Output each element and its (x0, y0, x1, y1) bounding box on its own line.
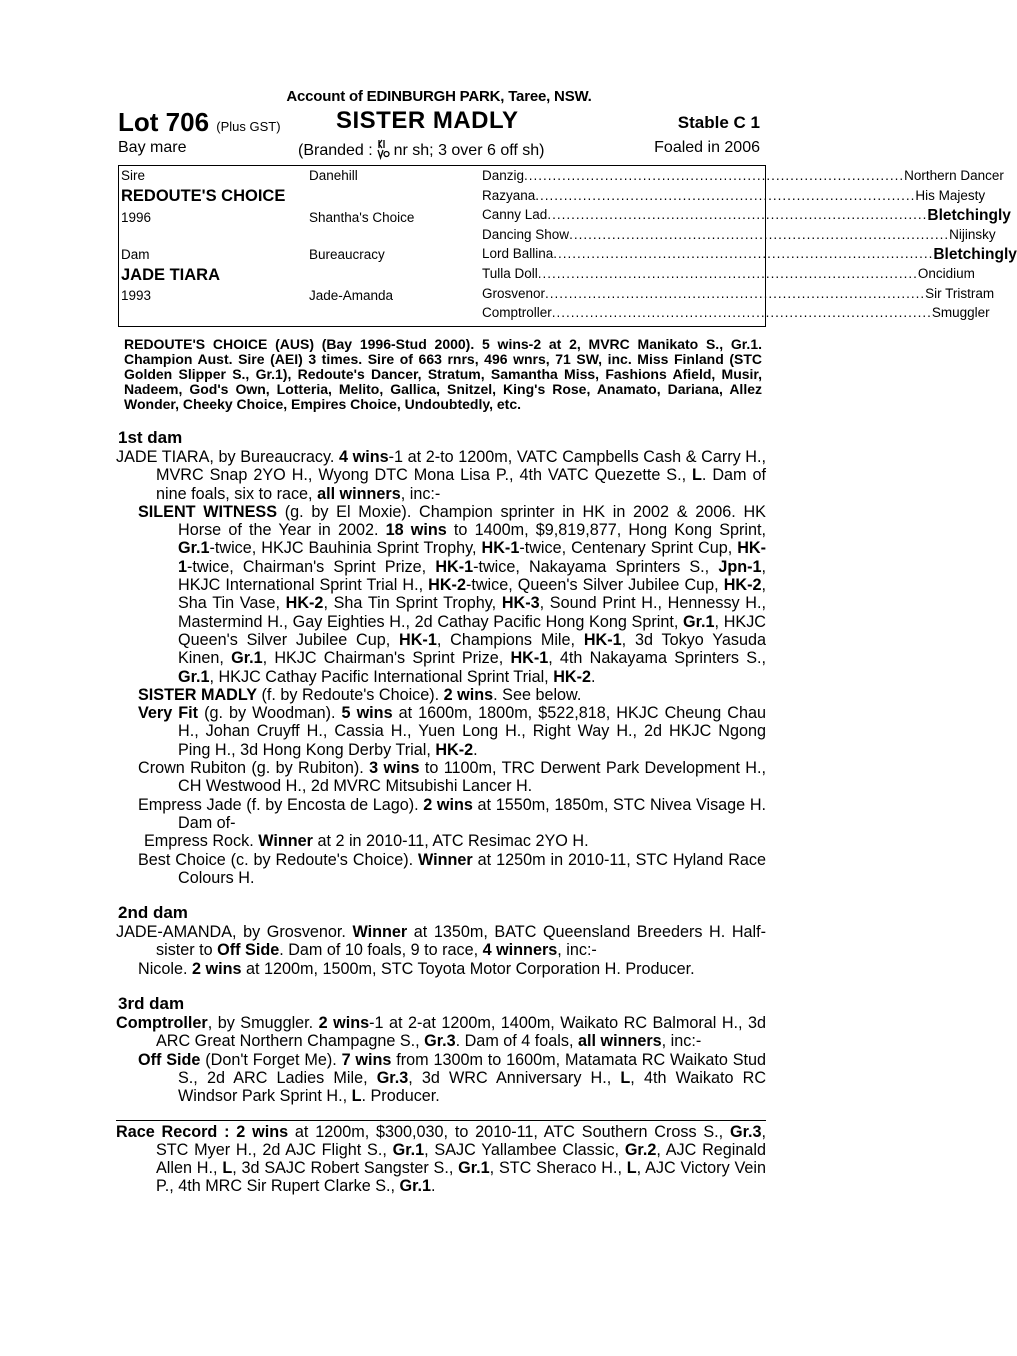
sire-dam: Shantha's Choice (309, 210, 415, 225)
ancestor-name: Canny Lad (482, 207, 548, 223)
ancestor-sire: Bletchingly (927, 207, 1011, 225)
text: -twice, Chairman's Sprint Prize, (187, 557, 436, 576)
family-entry (118, 686, 766, 704)
bold-text: Gr.2 (624, 1140, 657, 1159)
bold-text: L (692, 466, 702, 485)
sire-sire: Danehill (309, 168, 358, 183)
text: , 3d WRC Anniversary H., (408, 1068, 621, 1087)
text: at 1250m in 2010-11, STC Hyland Race Colours H. (178, 850, 766, 887)
bold-text: 2 wins (443, 685, 494, 704)
ancestor-sire: Northern Dancer (904, 168, 1004, 183)
bold-text: Gr.3 (424, 1032, 456, 1051)
ancestor-name: Comptroller (482, 305, 552, 321)
dot-leader: ................................................................................ (535, 187, 916, 203)
text: , HKJC International Sprint Trial H., (178, 557, 766, 595)
family-section (118, 903, 766, 978)
sire-name: REDOUTE'S CHOICE (121, 187, 286, 205)
bold-text: Off Side (138, 1050, 201, 1069)
text: -1 at 2-to 1200m, VATC Campbells Cash & Carry H., MVRC Snap 2YO H., Wyong DTC Mona Lisa P., 4th VATC Quezette S., (156, 448, 766, 485)
dam-family (118, 428, 766, 1106)
text: , AJC Reginald Allen H., (156, 1140, 767, 1178)
bold-text: HK-2 (553, 667, 591, 686)
text: , inc:- (400, 484, 441, 503)
bold-text: 3 wins (369, 759, 420, 778)
family-entry (118, 1051, 766, 1106)
bold-text: 2 wins (423, 795, 473, 814)
catalogue-page (116, 88, 1017, 1196)
family-entry (116, 923, 766, 960)
bold-text: Gr.1 (178, 539, 210, 558)
ancestor-sire: Sir Tristram (925, 285, 995, 301)
bold-text: all winners (577, 1032, 662, 1051)
family-entry (118, 960, 766, 978)
text: , 4th Nakayama Sprinters S., (548, 649, 766, 668)
pedigree-ancestor-row (482, 305, 990, 321)
vendor-account: Account of EDINBURGH PARK, Taree, NSW. (286, 88, 592, 105)
text: , Sha Tin Sprint Trophy, (323, 594, 502, 613)
lot-number (118, 107, 281, 138)
horse-sex: Bay mare (118, 139, 187, 156)
pedigree-ancestor-row (482, 226, 996, 242)
text: , AJC Victory Vein P., 4th MRC Sir Rupert Clarke S., (156, 1159, 766, 1196)
family-section (118, 994, 766, 1105)
bold-text: HK-2 (428, 576, 466, 595)
family-entry (118, 704, 766, 759)
dot-leader: ................................................................................ (553, 246, 934, 262)
text: , SAJC Yallambee Classic, (424, 1140, 625, 1159)
family-entry (118, 851, 766, 888)
text: , 3d Tokyo Yasuda Kinen, (178, 630, 766, 668)
bold-text: 7 wins (341, 1050, 392, 1069)
text: at 1200m, $300,030, to 2010-11, ATC Southern Cross S., (288, 1122, 730, 1141)
pedigree-table (118, 165, 1017, 327)
text: Best Choice (c. by Redoute's Choice). (138, 850, 419, 869)
pedigree-ancestor-row (482, 207, 1011, 225)
text: at 1350m, BATC Queensland Breeders H. Half-sister to (156, 923, 766, 960)
text: , HKJC Queen's Silver Jubilee Cup, (178, 612, 766, 649)
text: -1 at 2-at 1200m, 1400m, Waikato RC Balmoral H., 3d ARC Great Northern Champagne S., (156, 1014, 766, 1051)
text: at 2 in 2010-11, ATC Resimac 2YO H. (312, 832, 589, 851)
bold-text: Gr.1 (231, 649, 263, 668)
bold-text: L (222, 1159, 233, 1178)
dot-leader: ................................................................................ (551, 305, 932, 321)
section-heading: 1st dam (118, 428, 183, 447)
family-entry (116, 448, 766, 503)
bold-text: HK-1 (510, 649, 549, 668)
bold-text: SISTER MADLY (138, 685, 258, 704)
bold-text: Very Fit (138, 704, 199, 723)
bold-text: 4 winners (482, 941, 558, 960)
pedigree-ancestor-row (482, 246, 1017, 264)
pedigree-ancestor-row (482, 266, 975, 281)
text: , Champions Mile, (436, 630, 584, 649)
text: (g. by Woodman). (198, 704, 342, 723)
family-entry (118, 759, 766, 796)
text: -twice, Nakayama Sprinters S., (473, 557, 719, 576)
bold-text: Winner (418, 850, 473, 869)
bold-text: Gr.1 (399, 1177, 431, 1196)
text: , inc:- (661, 1032, 702, 1051)
bold-text: L (351, 1087, 362, 1106)
ancestor-name: Tulla Doll (482, 266, 538, 281)
text: at 1600m, 1800m, $522,818, HKJC Cheung Chau H., Johan Cruyff H., Cassia H., Yuen Long H., Right Way H., 2d HKJC Ngong Ping H., 3d Hong Kong Derby Trial, (178, 704, 767, 759)
dam-dam: Jade-Amanda (309, 288, 394, 303)
dot-leader: ................................................................................ (524, 168, 905, 183)
bold-text: HK-1 (583, 630, 622, 649)
text: . (473, 740, 478, 759)
bold-text: Jpn-1 (718, 557, 762, 576)
ancestor-name: Danzig (482, 168, 525, 183)
bold-text: Winner (352, 923, 408, 942)
text: JADE-AMANDA, by Grosvenor. (116, 923, 353, 942)
text: JADE TIARA, by Bureaucracy. (116, 448, 339, 466)
text: (g. by El Moxie). Champion sprinter in HK in 2002 & 2006. HK Horse of the Year in 2002. (178, 502, 766, 540)
ancestor-name: Grosvenor (482, 285, 546, 301)
text: . Producer. (361, 1087, 440, 1106)
pedigree-ancestor-row (482, 187, 986, 203)
ancestor-sire: Bletchingly (933, 246, 1017, 264)
text: to 1100m, TRC Derwent Park Development H., CH Westwood H., 2d MVRC Mitsubishi Lancer H. (178, 759, 766, 796)
dam-label: Dam (121, 247, 150, 262)
ancestor-name: Dancing Show (482, 226, 570, 242)
text: , inc:- (557, 941, 597, 960)
section-heading: 2nd dam (118, 903, 188, 923)
text: , HKJC Chairman's Sprint Prize, (262, 649, 511, 668)
bold-text: Comptroller (116, 1014, 208, 1033)
text: to 1400m, $9,819,877, Hong Kong Sprint, (446, 521, 766, 540)
bold-text: 2 wins (191, 959, 242, 978)
ancestor-sire: His Majesty (915, 187, 986, 203)
dam-name: JADE TIARA (121, 266, 221, 284)
bold-text: HK-2 (285, 594, 324, 613)
text: Empress Jade (f. by Encosta de Lago). (138, 795, 424, 814)
dot-leader: ................................................................................ (569, 226, 950, 242)
race-record (116, 1120, 766, 1196)
horse-details (118, 137, 766, 161)
bold-text: L (620, 1068, 631, 1087)
bold-text: Gr.1 (392, 1140, 425, 1159)
sire-label: Sire (121, 168, 146, 183)
text: . See below. (493, 685, 582, 704)
family-entry (118, 503, 766, 686)
ancestor-sire: Smuggler (931, 305, 990, 321)
bold-text: Gr.1 (178, 667, 210, 686)
horse-name: SISTER MADLY (336, 107, 519, 134)
dam-year: 1993 (121, 288, 152, 303)
bold-text: 2 wins (318, 1014, 370, 1033)
text: , STC Myer H., 2d AJC Flight S., (156, 1122, 766, 1159)
text: , 3d SAJC Robert Sangster S., (232, 1159, 459, 1178)
text: . (590, 667, 596, 686)
text: (Don't Forget Me). (200, 1050, 342, 1069)
bold-text: Gr.1 (683, 612, 715, 631)
lot-label: Lot 706 (118, 107, 210, 137)
pedigree-ancestor-row (482, 285, 995, 301)
brand-mark-icon (377, 139, 389, 159)
sire-summary: REDOUTE'S CHOICE (AUS) (Bay 1996-Stud 2000). 5 wins-2 at 2, MVRC Manikato S., Gr.1. Champion Aust. Sire (AEI) 3 times. Sire of 663 rnrs, 496 wnrs, 71 SW, inc. Miss Finland (STC Golden Slipper S., Gr.1), Redoute's Dancer, Stratum, Samantha Miss, Fashions Afield, Musir, Nadeem, God's Own, Lotteria, Melito, Gallica, Snitzel, King's Rose, Anamato, Dariana, Allez Wonder, Cheeky Choice, Empires Choice, Undoubtedly, etc. (124, 336, 762, 412)
brand-description (298, 139, 545, 160)
bold-text: 5 wins (341, 704, 393, 723)
bold-text: HK-1 (399, 630, 437, 649)
text: Crown Rubiton (g. by Rubiton). (138, 759, 370, 778)
bold-text: Gr.3 (376, 1068, 409, 1087)
family-entry (118, 832, 766, 850)
text: , 4th Waikato RC Windsor Park Sprint H., (178, 1068, 767, 1106)
bold-text: 4 wins (338, 448, 389, 466)
pedigree-ancestor-row (482, 168, 1004, 183)
ancestor-name: Lord Ballina (482, 246, 554, 262)
family-entry (116, 1014, 766, 1051)
ancestor-name: Razyana (482, 187, 536, 203)
bold-text: HK-2 (435, 740, 474, 759)
text: , Sound Print H., Hennessy H., Mastermind H., Gay Eighties H., 2d Cathay Pacific Hong Kong Sprint, (178, 594, 766, 631)
text: Empress Rock. (144, 832, 259, 851)
bold-text: Gr.1 (458, 1159, 490, 1178)
bold-text: all winners (317, 484, 401, 503)
text: -twice, Centenary Sprint Cup, (519, 539, 738, 558)
bold-text: Off Side (217, 941, 280, 960)
dot-leader: ................................................................................ (545, 285, 926, 301)
text: Nicole. (138, 959, 192, 978)
pedigree-third-generation (482, 166, 1017, 326)
family-entry (118, 796, 766, 833)
ancestor-sire: Oncidium (917, 266, 975, 281)
bold-text: HK-1 (178, 539, 766, 576)
stable-label: Stable C 1 (677, 113, 760, 132)
bold-text: Winner (258, 832, 313, 851)
text: . Dam of 10 foals, 9 to race, (279, 941, 483, 960)
text: . Dam of 4 foals, (455, 1032, 578, 1051)
text: (f. by Redoute's Choice). (257, 685, 444, 704)
bold-text: L (626, 1159, 637, 1178)
brand-suffix: nr sh; 3 over 6 off sh) (389, 142, 545, 159)
gst-note: (Plus GST) (216, 119, 281, 134)
text: -twice, HKJC Bauhinia Sprint Trophy, (209, 539, 482, 558)
text: at 1200m, 1500m, STC Toyota Motor Corporation H. Producer. (241, 959, 695, 978)
ancestor-sire: Nijinsky (949, 226, 996, 242)
family-section (118, 428, 766, 887)
bold-text: Gr.3 (730, 1122, 762, 1141)
text: . (431, 1177, 436, 1196)
brand-prefix: (Branded : (298, 142, 378, 159)
bold-text: HK-1 (435, 557, 474, 576)
text: , Sha Tin Vase, (178, 576, 767, 613)
sire-year: 1996 (121, 210, 152, 225)
dot-leader: ................................................................................ (547, 207, 928, 223)
bold-text: HK-1 (481, 539, 520, 558)
bold-text: Race Record : 2 wins (116, 1122, 289, 1141)
text: from 1300m to 1600m, Matamata RC Waikato Stud S., 2d ARC Ladies Mile, (178, 1050, 767, 1087)
bold-text: HK-3 (501, 594, 540, 613)
dot-leader: ................................................................................ (537, 266, 918, 281)
text: . Dam of nine foals, six to race, (156, 466, 766, 503)
bold-text: HK-2 (723, 576, 762, 595)
bold-text: 18 wins (385, 521, 447, 540)
text: , STC Sheraco H., (489, 1159, 627, 1178)
foaled-year: Foaled in 2006 (654, 139, 760, 156)
text: at 1550m, 1850m, STC Nivea Visage H. Dam of- (178, 795, 767, 832)
dam-sire: Bureaucracy (309, 247, 385, 262)
text: , HKJC Cathay Pacific International Sprint Trial, (209, 667, 554, 686)
lot-header (118, 107, 766, 137)
section-heading: 3rd dam (118, 994, 185, 1014)
bold-text: SILENT WITNESS (138, 502, 278, 521)
text: , by Smuggler. (207, 1014, 319, 1033)
text: -twice, Queen's Silver Jubilee Cup, (465, 576, 724, 595)
